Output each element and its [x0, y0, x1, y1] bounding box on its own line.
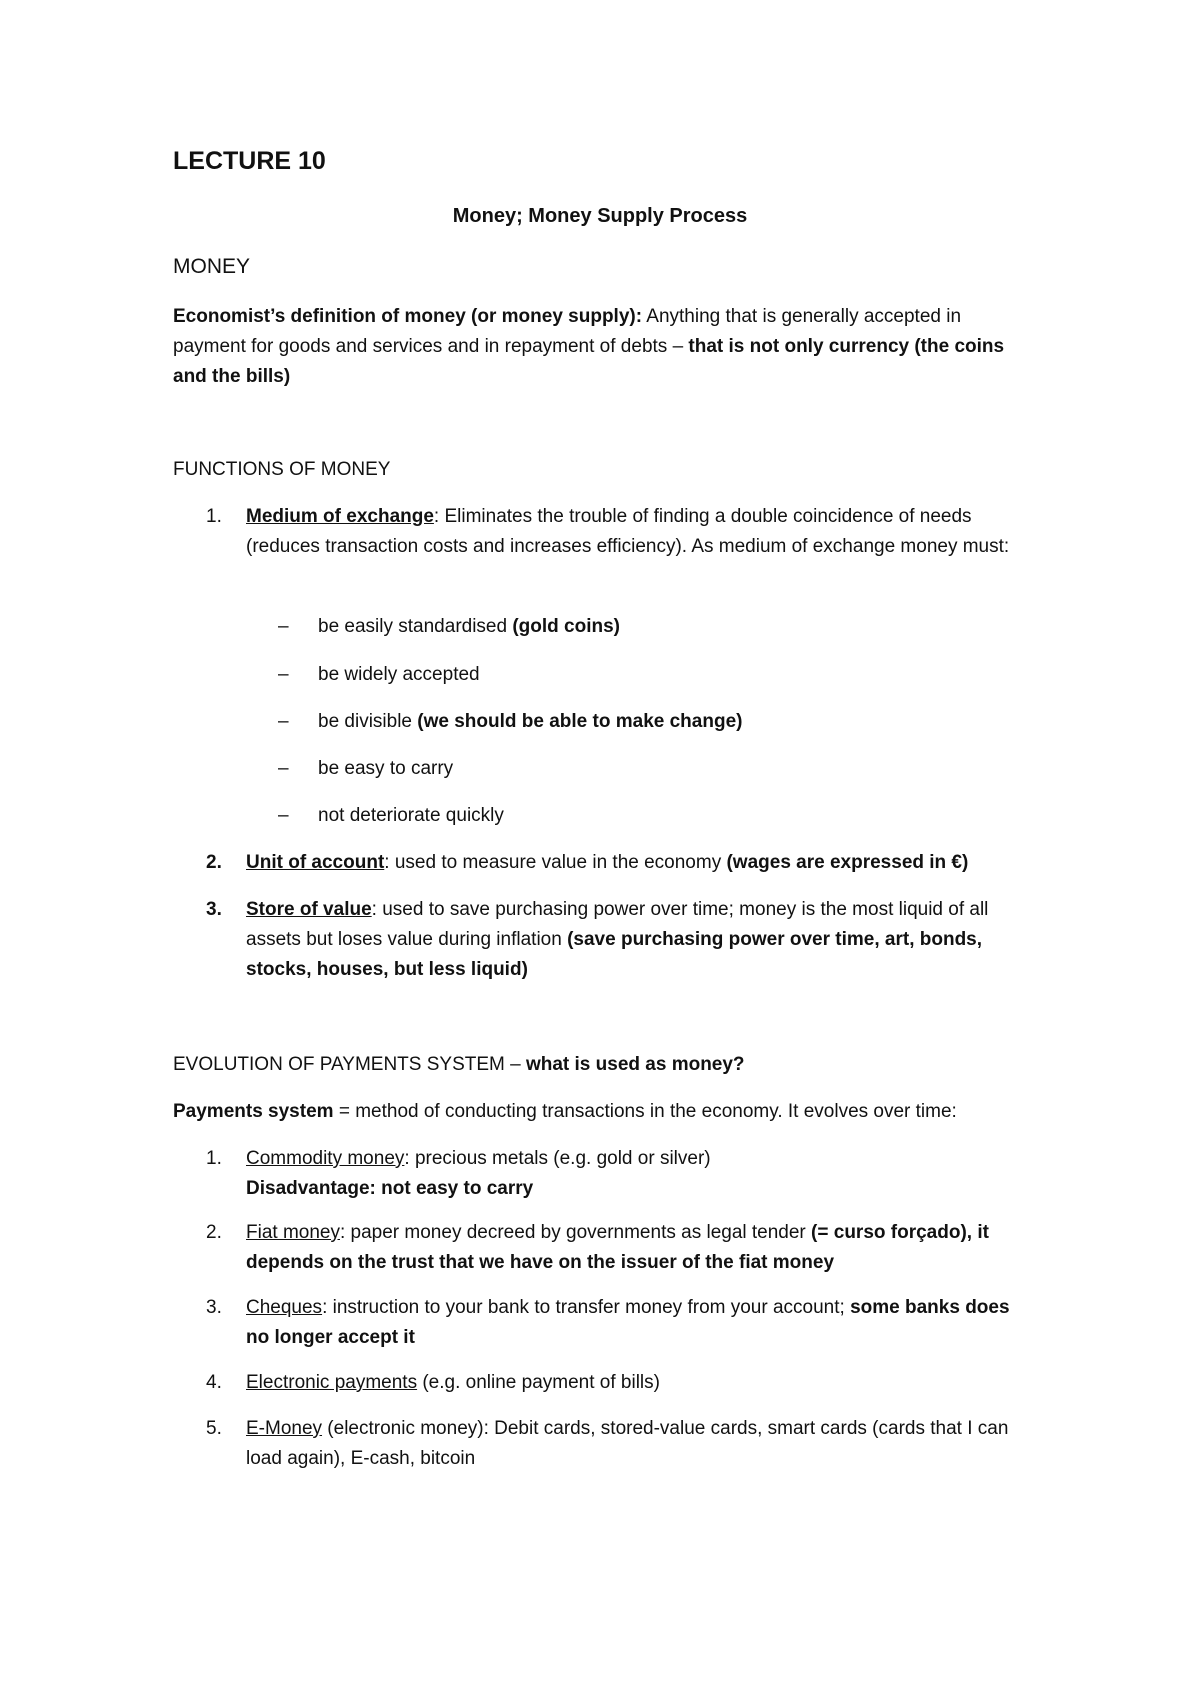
functions-heading: FUNCTIONS OF MONEY — [173, 459, 391, 480]
definition-label: Economist’s definition of money (or money supply): — [173, 306, 643, 327]
function-3-text: Store of value: used to save purchasing power over time; money is the most liquid of all assets but loses value during inflation (save purchasing power over time, art, bonds, stocks, houses, but less liquid) — [246, 899, 989, 980]
bullet-dash: – — [278, 664, 289, 685]
function-3-term: Store of value — [246, 899, 372, 920]
lecture-subtitle: Money; Money Supply Process — [452, 205, 748, 227]
lecture-title: LECTURE 10 — [173, 147, 326, 175]
bullet-item: not deteriorate quickly — [318, 805, 504, 826]
evolution-1-number: 1. — [206, 1148, 222, 1169]
evolution-2-text: Fiat money: paper money decreed by governments as legal tender (= curso forçado), it depends on the trust that we have on the issuer of the fiat money — [246, 1222, 989, 1273]
definition-text: Anything that is generally accepted in payment for goods and services and in repayment of debts – — [173, 306, 962, 357]
function-3-number: 3. — [206, 899, 222, 920]
definition-paragraph — [173, 302, 1033, 392]
money-heading: MONEY — [173, 255, 251, 278]
bullet-dash: – — [278, 758, 289, 779]
bullet-dash: – — [278, 616, 289, 637]
function-2-text: Unit of account: used to measure value in the economy (wages are expressed in €) — [246, 852, 969, 873]
bullet-item: be easily standardised (gold coins) — [318, 616, 620, 637]
function-2-number: 2. — [206, 852, 222, 873]
bullet-dash: – — [278, 711, 289, 732]
function-1-number: 1. — [206, 506, 222, 527]
evolution-3-text: Cheques: instruction to your bank to transfer money from your account; some banks does no longer accept it — [246, 1297, 1010, 1348]
bullet-item: be divisible (we should be able to make change) — [318, 711, 743, 732]
evolution-1-disadvantage: Disadvantage: not easy to carry — [246, 1178, 534, 1199]
evolution-2-number: 2. — [206, 1222, 222, 1243]
bullet-item: be widely accepted — [318, 664, 480, 685]
bullet-dash: – — [278, 805, 289, 826]
function-2-term: Unit of account — [246, 852, 385, 873]
function-1-desc: : Eliminates the trouble of finding a double coincidence of needs (reduces transaction costs and increases efficiency). As medium of exchange money must: — [246, 506, 1010, 557]
definition-bold-tail: that is not only currency (the coins and the bills) — [173, 336, 1005, 387]
evolution-4-text: Electronic payments (e.g. online payment of bills) — [246, 1372, 660, 1393]
bullet-item: be easy to carry — [318, 758, 454, 779]
evolution-3-number: 3. — [206, 1297, 222, 1318]
evolution-heading: EVOLUTION OF PAYMENTS SYSTEM – what is used as money? — [173, 1054, 745, 1075]
evolution-1-text: Commodity money: precious metals (e.g. gold or silver) Disadvantage: not easy to carry — [246, 1148, 711, 1199]
function-1-term: Medium of exchange — [246, 506, 434, 527]
evolution-5-text: E-Money (electronic money): Debit cards, stored-value cards, smart cards (cards that I can load again), E-cash, bitcoin — [246, 1418, 1009, 1469]
evolution-4-number: 4. — [206, 1372, 222, 1393]
function-1-text — [246, 502, 1036, 562]
payments-system-intro: Payments system = method of conducting transactions in the economy. It evolves over time: — [173, 1101, 957, 1122]
evolution-5-number: 5. — [206, 1418, 222, 1439]
